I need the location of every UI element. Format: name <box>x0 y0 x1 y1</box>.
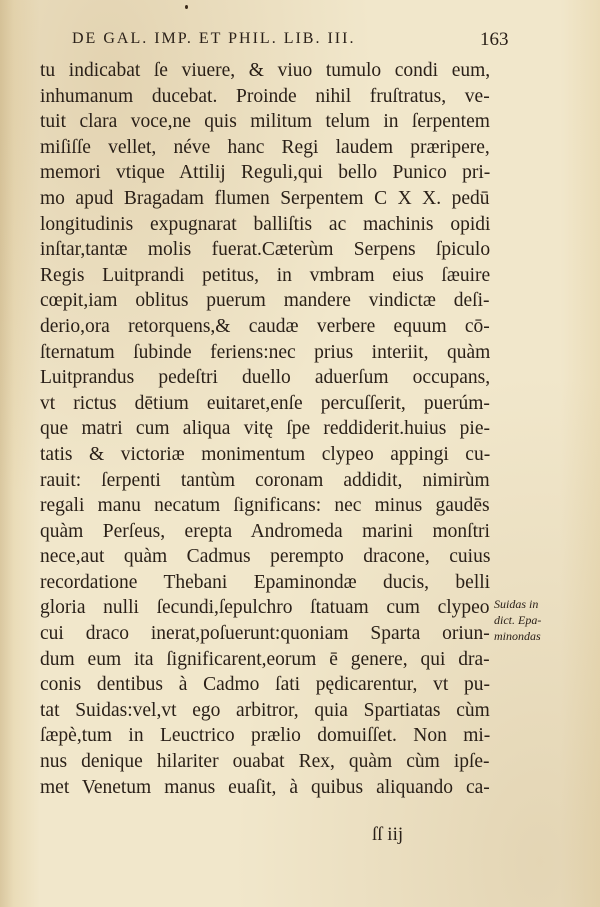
text-line: Luitprandus pedeſtri duello aduerſum occupans, <box>40 367 491 389</box>
text-line: que matri cum aliqua vitę ſpe reddiderit.huius pie- <box>40 418 490 440</box>
text-line: miſiſſe vellet, néve hanc Regi laudem præripere, <box>40 136 490 158</box>
text-line: tat Suidas:vel,vt ego arbitror, quia Spartiatas cùm <box>40 699 490 721</box>
margin-note <box>494 596 594 644</box>
text-line: ſternatum ſubinde feriens:nec prius interiit, quàm <box>40 341 491 363</box>
text-line: nece,aut quàm Cadmus perempto dracone, cuius <box>40 546 491 568</box>
catchword-signature: ſſ iij <box>372 824 404 845</box>
text-line: regali manu necatum ſignificans: nec minus gaudēs <box>40 495 490 517</box>
text-line: quàm Perſeus, erepta Andromeda marini monſtri <box>40 520 490 542</box>
text-line: dum eum ita ſignificarent,eorum ē genere, qui dra- <box>40 648 490 670</box>
margin-note-line: minondas <box>494 629 541 643</box>
text-line: tu indicabat ſe viuere, & viuo tumulo condi eum, <box>40 60 491 81</box>
text-line: tatis & victoriæ monimentum clypeo appingi cu- <box>40 443 491 465</box>
margin-note-line: Suidas in <box>494 597 539 611</box>
text-line: nus denique hilariter ouabat Rex, quàm cùm ipſe- <box>40 751 490 773</box>
text-line: gloria nulli ſecundi,ſepulchro ſtatuam cum clypeo <box>40 597 490 619</box>
text-line: mo apud Bragadam flumen Serpentem C X X. pedū <box>40 187 490 209</box>
text-line: inhumanum ducebat. Proinde nihil fruſtratus, ve- <box>40 85 490 107</box>
text-line: ſæpè,tum in Leuctrico prælio domuiſſet. Non mi- <box>40 725 491 747</box>
text-line: rauit: ſerpenti tantùm coronam addidit, nimirùm <box>40 469 490 491</box>
text-line: derio,ora retorquens,& caudæ verbere equum cō- <box>40 315 490 337</box>
text-line: tuit clara voce,ne quis militum telum in ſerpentem <box>40 111 490 133</box>
text-line: memori vtique Attilij Reguli,qui bello Punico pri- <box>40 162 491 184</box>
text-line: cœpit,iam oblitus puerum mandere vindictæ deſi- <box>40 290 490 312</box>
text-line: vt rictus dētium euitaret,enſe percuſſerit, puerúm- <box>40 392 490 414</box>
text-line: recordatione Thebani Epaminondæ ducis, belli <box>40 571 491 593</box>
body-text <box>40 58 490 800</box>
margin-note-line: dict. Epa- <box>494 613 542 627</box>
text-line: Regis Luitprandi petitus, in vmbram eius ſæuire <box>40 264 491 286</box>
text-line: inſtar,tantæ molis fuerat.Cæterùm Serpens ſpiculo <box>40 239 491 261</box>
text-line: longitudinis expugnarat balliſtis ac machinis opidi <box>40 213 491 235</box>
text-line: met Venetum manus euaſit, à quibus aliquando ca- <box>40 776 490 798</box>
ink-speck <box>185 5 188 9</box>
page-number: 163 <box>480 29 509 50</box>
text-line: cui draco inerat,poſuerunt:quoniam Sparta oriun- <box>40 623 490 645</box>
running-title: DE GAL. IMP. ET PHIL. LIB. III. <box>72 30 356 47</box>
text-line: conis dentibus à Cadmo ſati pędicarentur, vt pu- <box>40 674 490 696</box>
